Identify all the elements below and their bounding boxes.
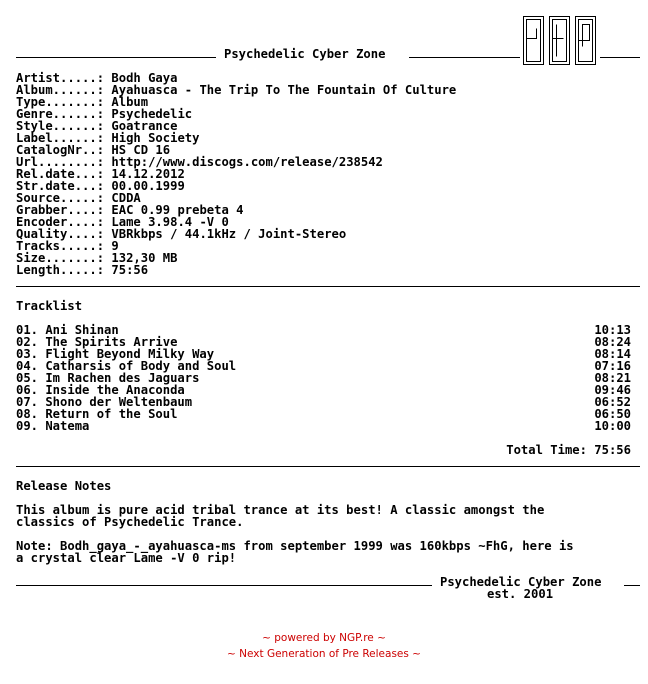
track-time: 08:21 — [594, 371, 631, 385]
info-label: Artist.....: — [16, 71, 105, 85]
track-time: 08:24 — [594, 335, 631, 349]
tagline-link[interactable]: ~ Next Generation of Pre Releases ~ — [227, 648, 421, 660]
info-value: 75:56 — [111, 263, 149, 277]
info-label: Encoder....: — [16, 215, 105, 229]
info-label: Rel.date...: — [16, 167, 105, 181]
tracklist — [16, 324, 631, 432]
info-value: Ayahuasca - The Trip To The Fountain Of Culture — [111, 83, 457, 97]
ngp-logo-icon — [523, 16, 599, 66]
divider-1 — [16, 286, 640, 287]
info-value: HS CD 16 — [111, 143, 171, 157]
footer-est: est. 2001 — [487, 587, 554, 601]
track-time: 08:14 — [594, 347, 631, 361]
info-value: VBRkbps / 44.1kHz / Joint-Stereo — [111, 227, 347, 241]
notes-line: Note: Bodh_gaya_-_ayahuasca-ms from september 1999 was 160kbps ~FhG, here is — [16, 539, 574, 553]
track-time: 09:46 — [594, 383, 631, 397]
ngp-logo — [523, 16, 599, 70]
info-label: Length.....: — [16, 263, 105, 277]
info-value: Goatrance — [111, 119, 178, 133]
info-label: Quality....: — [16, 227, 105, 241]
footer-title: Psychedelic Cyber Zone — [440, 575, 602, 589]
track-name: 06. Inside the Anaconda — [16, 383, 185, 397]
track-name: 09. Natema — [16, 419, 90, 433]
info-value: 14.12.2012 — [111, 167, 185, 181]
info-label: Str.date...: — [16, 179, 105, 193]
info-value: 00.00.1999 — [111, 179, 185, 193]
info-label: Type.......: — [16, 95, 105, 109]
info-value: CDDA — [111, 191, 141, 205]
info-value: Lame 3.98.4 -V 0 — [111, 215, 229, 229]
info-label: Album......: — [16, 83, 105, 97]
powered-by-link[interactable]: ~ powered by NGP.re ~ — [262, 632, 386, 644]
tracklist-heading: Tracklist — [16, 299, 83, 313]
release-info — [16, 72, 456, 276]
track-row — [16, 408, 631, 420]
notes-line: a crystal clear Lame -V 0 rip! — [16, 551, 237, 565]
footer-rule-left — [16, 585, 432, 586]
info-value: EAC 0.99 prebeta 4 — [111, 203, 244, 217]
notes-line: classics of Psychedelic Trance. — [16, 515, 244, 529]
info-value: High Society — [111, 131, 200, 145]
notes-heading: Release Notes — [16, 479, 112, 493]
footer-rule-right — [624, 585, 640, 586]
info-value: Bodh Gaya — [111, 71, 178, 85]
header-title: Psychedelic Cyber Zone — [224, 47, 386, 61]
info-label: Label......: — [16, 131, 105, 145]
track-time: 06:52 — [594, 395, 631, 409]
info-value: Album — [111, 95, 149, 109]
info-label: Grabber....: — [16, 203, 105, 217]
track-name: 02. The Spirits Arrive — [16, 335, 178, 349]
track-name: 08. Return of the Soul — [16, 407, 178, 421]
header-rule-right — [409, 57, 520, 58]
info-label: Tracks.....: — [16, 239, 105, 253]
info-label: CatalogNr..: — [16, 143, 105, 157]
info-label: Source.....: — [16, 191, 105, 205]
info-label: Genre......: — [16, 107, 105, 121]
track-time: 06:50 — [594, 407, 631, 421]
track-name: 03. Flight Beyond Milky Way — [16, 347, 215, 361]
track-time: 07:16 — [594, 359, 631, 373]
info-value: http://www.discogs.com/release/238542 — [111, 155, 383, 169]
divider-2 — [16, 466, 640, 467]
notes-line: This album is pure acid tribal trance at its best! A classic amongst the — [16, 503, 545, 517]
track-name: 05. Im Rachen des Jaguars — [16, 371, 200, 385]
info-label: Url........: — [16, 155, 105, 169]
track-row — [16, 420, 631, 432]
track-name: 01. Ani Shinan — [16, 323, 119, 337]
track-name: 07. Shono der Weltenbaum — [16, 395, 193, 409]
info-value: 132,30 MB — [111, 251, 178, 265]
info-row — [16, 264, 456, 276]
info-value: 9 — [111, 239, 119, 253]
header-rule-far-right — [600, 57, 640, 58]
info-label: Style......: — [16, 119, 105, 133]
header-rule-left — [16, 57, 216, 58]
info-label: Size.......: — [16, 251, 105, 265]
total-time: Total Time: 75:56 — [506, 443, 631, 457]
track-time: 10:00 — [594, 419, 631, 433]
track-name: 04. Catharsis of Body and Soul — [16, 359, 237, 373]
track-time: 10:13 — [594, 323, 631, 337]
info-value: Psychedelic — [111, 107, 193, 121]
